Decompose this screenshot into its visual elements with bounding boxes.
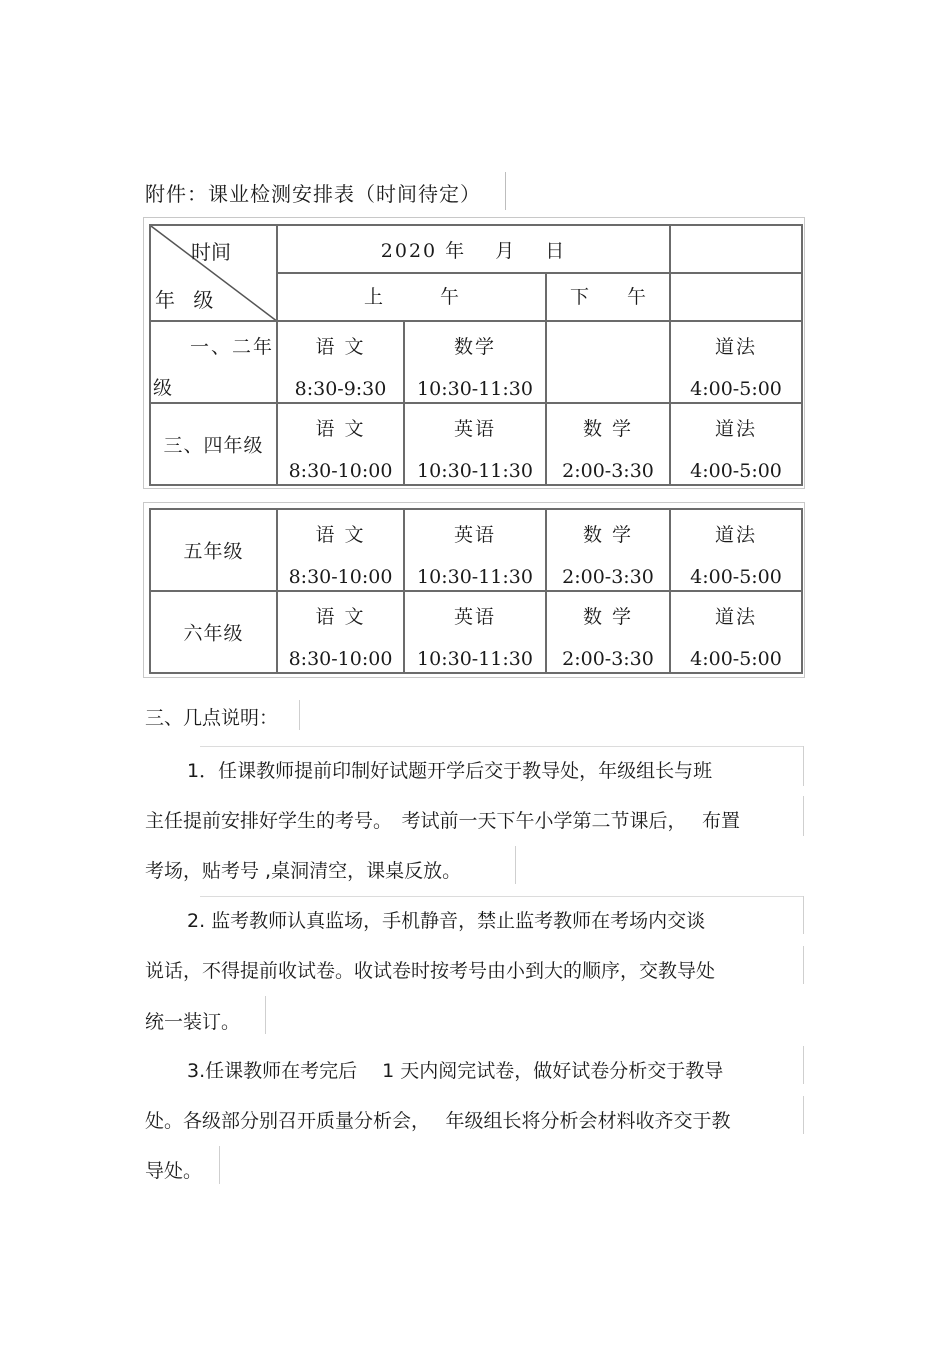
exam-cell bbox=[670, 321, 802, 403]
exam-cell bbox=[546, 321, 670, 403]
header-time-label: 时间 bbox=[191, 240, 231, 264]
grade-label-continued: 级 bbox=[153, 377, 173, 399]
grade-label: 六年级 bbox=[183, 622, 244, 645]
divider bbox=[265, 996, 266, 1034]
time: 2:00-3:30 bbox=[562, 648, 654, 670]
divider bbox=[803, 1046, 804, 1084]
grade-label: 三、四年级 bbox=[163, 434, 264, 457]
time: 10:30-11:30 bbox=[417, 648, 533, 670]
schedule-table-1 bbox=[149, 224, 803, 486]
divider bbox=[803, 796, 804, 836]
empty-header-cell bbox=[670, 273, 802, 321]
subject: 道法 bbox=[714, 524, 757, 546]
empty-header-cell bbox=[670, 225, 802, 273]
exam-cell bbox=[546, 509, 670, 591]
exam-cell bbox=[277, 509, 404, 591]
subject: 语 文 bbox=[315, 418, 366, 440]
subject: 数 学 bbox=[582, 524, 634, 546]
table-row bbox=[150, 321, 802, 403]
divider bbox=[803, 946, 804, 984]
date-cell bbox=[277, 225, 670, 273]
grade-label: 五年级 bbox=[183, 540, 244, 563]
subject: 英语 bbox=[453, 418, 496, 440]
schedule-table-2 bbox=[149, 508, 803, 674]
grade-cell bbox=[150, 509, 277, 591]
divider bbox=[803, 896, 804, 934]
time: 4:00-5:00 bbox=[690, 378, 782, 400]
subject: 语 文 bbox=[315, 524, 366, 546]
notes-line: 统一装订。 bbox=[145, 1011, 241, 1033]
time: 4:00-5:00 bbox=[690, 648, 782, 670]
morning-cell bbox=[277, 273, 546, 321]
exam-cell bbox=[404, 509, 546, 591]
subject: 数 学 bbox=[582, 606, 634, 628]
page-heading: 附件：课业检测安排表（时间待定） bbox=[145, 182, 481, 206]
subject: 语 文 bbox=[315, 336, 366, 358]
header-diagonal-cell bbox=[150, 225, 277, 321]
morning-label: 上 午 bbox=[363, 286, 459, 308]
notes-line: 主任提前安排好学生的考号。 考试前一天下午小学第二节课后， 布置 bbox=[145, 810, 741, 832]
divider bbox=[219, 1146, 220, 1184]
notes-line: 说话，不得提前收试卷。收试卷时按考号由小到大的顺序，交教导处 bbox=[145, 960, 716, 982]
divider bbox=[200, 746, 804, 747]
exam-cell bbox=[404, 403, 546, 485]
grade-cell bbox=[150, 403, 277, 485]
time: 4:00-5:00 bbox=[690, 460, 782, 482]
divider bbox=[803, 746, 804, 786]
notes-title: 三、几点说明： bbox=[145, 707, 279, 729]
table-row bbox=[150, 591, 802, 673]
subject: 道法 bbox=[715, 418, 758, 440]
time: 2:00-3:30 bbox=[562, 566, 654, 588]
grade-cell bbox=[150, 321, 277, 403]
time: 8:30-9:30 bbox=[294, 378, 387, 400]
divider bbox=[803, 1096, 804, 1134]
subject: 道法 bbox=[714, 606, 757, 628]
exam-cell bbox=[670, 591, 802, 673]
exam-cell bbox=[670, 403, 802, 485]
divider bbox=[505, 172, 506, 210]
divider bbox=[515, 846, 516, 884]
exam-cell bbox=[404, 321, 546, 403]
grade-label: 一、二年 bbox=[189, 336, 274, 358]
divider bbox=[299, 700, 300, 730]
subject: 数学 bbox=[453, 336, 496, 358]
date-text: 2020 年 月 日 bbox=[380, 240, 567, 262]
grade-cell bbox=[150, 591, 277, 673]
afternoon-label: 下 午 bbox=[570, 286, 647, 308]
table-row bbox=[150, 509, 802, 591]
notes-line: 处。各级部分别召开质量分析会， 年级组长将分析会材料收齐交于教 bbox=[145, 1110, 731, 1132]
notes-line: 2. 监考教师认真监场，手机静音，禁止监考教师在考场内交谈 bbox=[187, 910, 706, 932]
subject: 数 学 bbox=[582, 418, 634, 440]
time: 10:30-11:30 bbox=[417, 378, 533, 400]
notes-line: 1．任课教师提前印制好试题开学后交于教导处，年级组长与班 bbox=[187, 760, 713, 782]
subject: 语 文 bbox=[315, 606, 366, 628]
time: 2:00-3:30 bbox=[562, 460, 654, 482]
exam-cell bbox=[277, 403, 404, 485]
header-grade-label: 年 级 bbox=[155, 288, 220, 312]
time: 4:00-5:00 bbox=[690, 566, 782, 588]
afternoon-cell bbox=[546, 273, 670, 321]
notes-line: 考场，贴考号 ,桌洞清空，课桌反放。 bbox=[145, 860, 462, 882]
notes-line: 3.任课教师在考完后 1 天内阅完试卷，做好试卷分析交于教导 bbox=[187, 1060, 724, 1082]
table-row bbox=[150, 403, 802, 485]
exam-cell bbox=[670, 509, 802, 591]
exam-cell bbox=[546, 403, 670, 485]
subject: 英语 bbox=[453, 524, 496, 546]
subject: 道法 bbox=[715, 336, 758, 358]
exam-cell bbox=[404, 591, 546, 673]
time: 8:30-10:00 bbox=[288, 648, 393, 670]
exam-cell bbox=[277, 321, 404, 403]
exam-cell bbox=[546, 591, 670, 673]
divider bbox=[200, 896, 804, 897]
time: 8:30-10:00 bbox=[288, 460, 393, 482]
subject: 英语 bbox=[453, 606, 496, 628]
time: 10:30-11:30 bbox=[417, 460, 533, 482]
exam-cell bbox=[277, 591, 404, 673]
time: 10:30-11:30 bbox=[417, 566, 533, 588]
time: 8:30-10:00 bbox=[288, 566, 393, 588]
notes-line: 导处。 bbox=[145, 1160, 203, 1182]
